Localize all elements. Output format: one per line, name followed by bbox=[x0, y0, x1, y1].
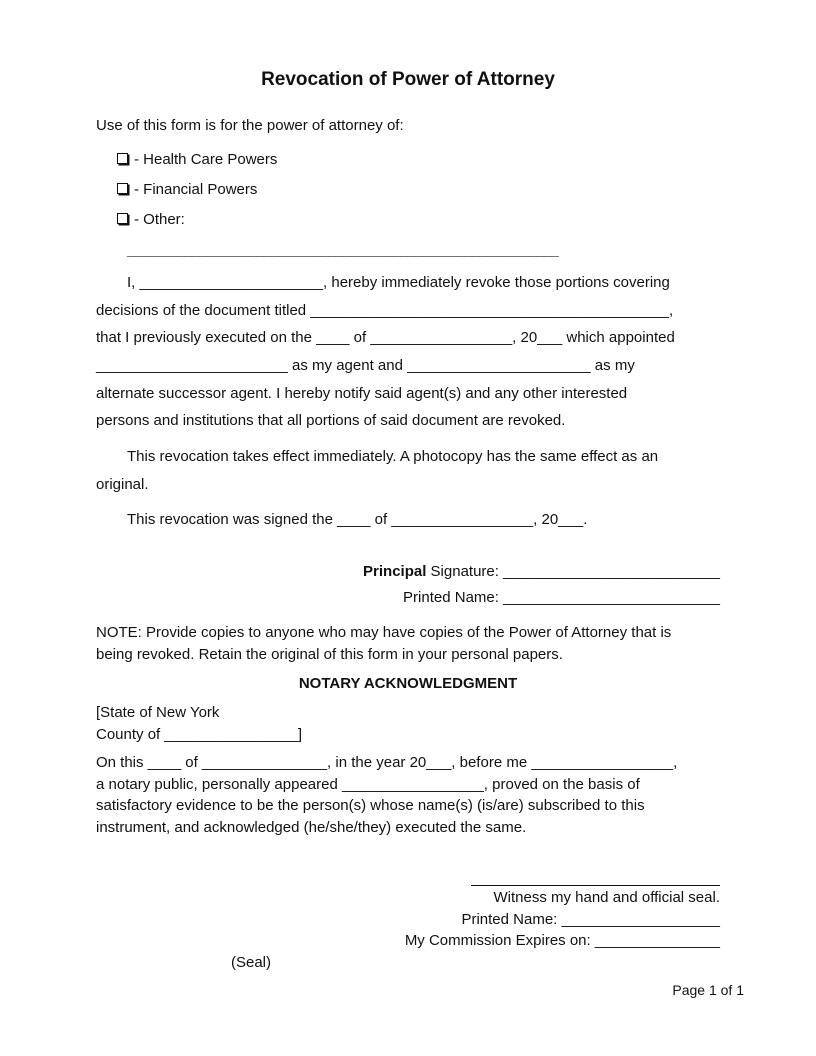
paragraph1-line: _______________________ as my agent and ______________________ as my bbox=[96, 357, 635, 374]
notary-printed-name[interactable]: Printed Name: ___________________ bbox=[461, 911, 720, 928]
option-label: - Other: bbox=[134, 211, 185, 228]
intro-text: Use of this form is for the power of attorney of: bbox=[96, 117, 404, 134]
principal-label: Principal bbox=[363, 563, 427, 580]
notary-heading: NOTARY ACKNOWLEDGMENT bbox=[298, 675, 518, 692]
notary-body-line: On this ____ of _______________, in the year 20___, before me _________________, bbox=[96, 754, 678, 771]
notary-county[interactable]: County of ________________] bbox=[96, 726, 303, 743]
notary-signature-line[interactable] bbox=[471, 885, 720, 886]
notary-body-line: satisfactory evidence to be the person(s) whose name(s) (is/are) subscribed to this bbox=[96, 797, 645, 814]
paragraph1-line: that I previously executed on the ____ of _________________, 20___ which appointed bbox=[96, 329, 675, 346]
option-label: - Financial Powers bbox=[134, 181, 258, 198]
notary-body-line: instrument, and acknowledged (he/she/they) executed the same. bbox=[96, 819, 527, 836]
page-number: Page 1 of 1 bbox=[672, 982, 744, 998]
document-title: Revocation of Power of Attorney bbox=[261, 69, 555, 90]
notary-body-line: a notary public, personally appeared _________________, proved on the basis of bbox=[96, 776, 640, 793]
notary-commission[interactable]: My Commission Expires on: _______________ bbox=[404, 932, 720, 949]
seal-label: (Seal) bbox=[231, 954, 272, 971]
principal-printed-name[interactable]: Printed Name: __________________________ bbox=[403, 589, 720, 606]
paragraph2-line: This revocation takes effect immediately. A photocopy has the same effect as an bbox=[127, 448, 659, 465]
paragraph1-line: alternate successor agent. I hereby notify said agent(s) and any other interested bbox=[96, 385, 628, 402]
paragraph2-line: original. bbox=[96, 476, 149, 493]
option-health-care[interactable] bbox=[117, 151, 277, 169]
option-label: - Health Care Powers bbox=[134, 151, 278, 168]
checkbox-icon[interactable] bbox=[117, 213, 128, 224]
signed-line: This revocation was signed the ____ of _________________, 20___. bbox=[127, 511, 588, 528]
paragraph1-line: decisions of the document titled ___________________________________________, bbox=[96, 302, 674, 319]
note-line: being revoked. Retain the original of this form in your personal papers. bbox=[96, 646, 563, 663]
signature-label: Signature: __________________________ bbox=[426, 563, 720, 580]
option-financial[interactable] bbox=[117, 181, 257, 199]
other-blank[interactable]: ____________________________________________________________ bbox=[127, 241, 559, 257]
note-line: NOTE: Provide copies to anyone who may have copies of the Power of Attorney that is bbox=[96, 624, 672, 641]
option-other[interactable] bbox=[117, 211, 185, 229]
notary-witness: Witness my hand and official seal. bbox=[493, 889, 720, 906]
checkbox-icon[interactable] bbox=[117, 153, 128, 164]
paragraph1-line: persons and institutions that all portions of said document are revoked. bbox=[96, 412, 566, 429]
principal-signature-line[interactable] bbox=[363, 563, 720, 581]
paragraph1-line: I, ______________________, hereby immediately revoke those portions covering bbox=[127, 274, 670, 291]
notary-state: [State of New York bbox=[96, 704, 220, 721]
checkbox-icon[interactable] bbox=[117, 183, 128, 194]
